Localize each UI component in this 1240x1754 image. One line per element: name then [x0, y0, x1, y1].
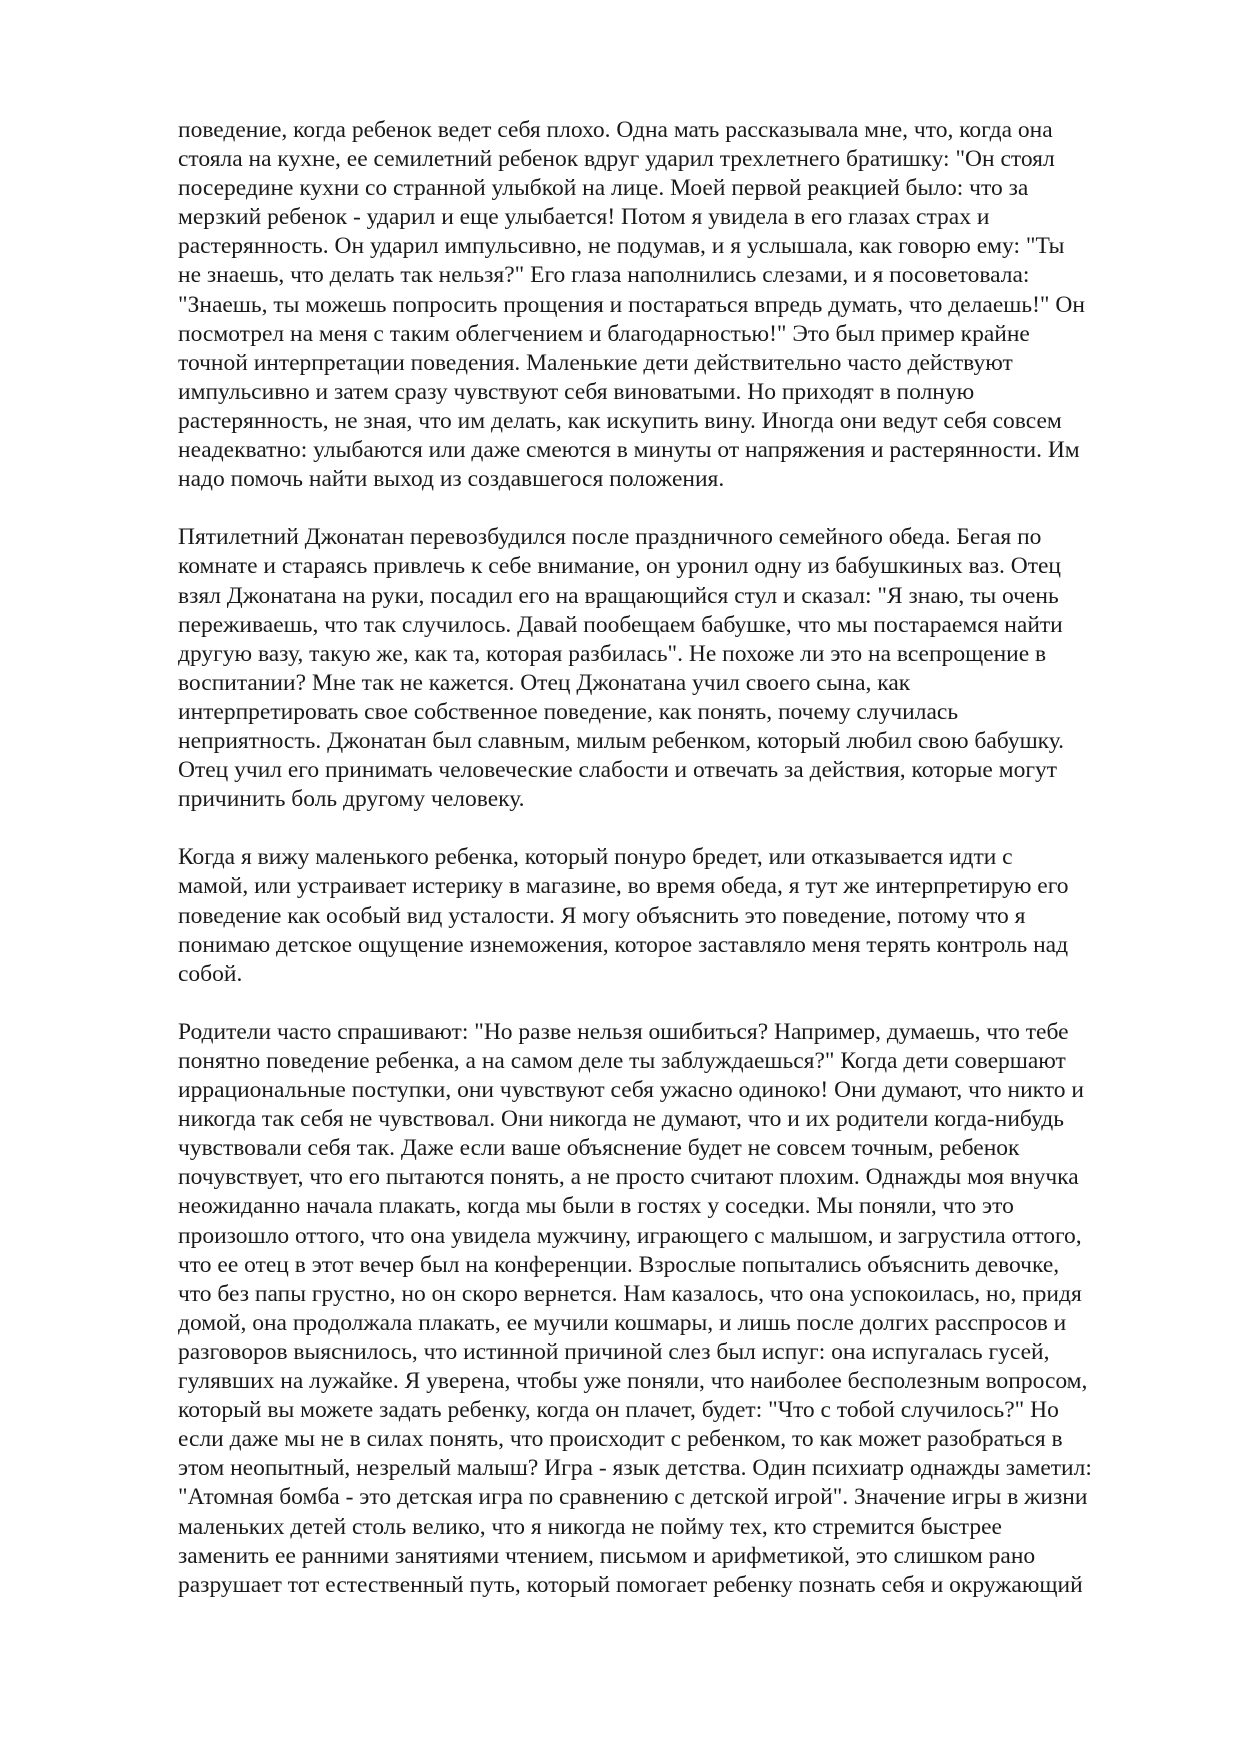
text-line: Родители часто спрашивают: "Но разве нельзя ошибиться? Например, думаешь, что тебе — [178, 1018, 1069, 1045]
text-line: переживаешь, что так случилось. Давай пообещаем бабушке, что мы постараемся найти — [178, 611, 1063, 638]
text-line: неожиданно начала плакать, когда мы были в гостях у соседки. Мы поняли, что это — [178, 1193, 1014, 1220]
text-line: "Атомная бомба - это детская игра по сравнению с детской игрой". Значение игры в жизни — [178, 1484, 1088, 1511]
text-line: разговоров выяснилось, что истинной причиной слез был испуг: она испугалась гусей, — [178, 1338, 1050, 1365]
text-line: иррациональные поступки, они чувствуют себя ужасно одиноко! Они думают, что никто и — [178, 1077, 1084, 1104]
text-line: чувствовали себя так. Даже если ваше объяснение будет не совсем точным, ребенок — [178, 1135, 1020, 1162]
text-line: стояла на кухне, ее семилетний ребенок вдруг ударил трехлетнего братишку: "Он стоял — [178, 146, 1055, 173]
text-line: другую вазу, такую же, как та, которая разбилась". Не похоже ли это на всепрощение в — [178, 640, 1047, 667]
text-line: поведение, когда ребенок ведет себя плохо. Одна мать рассказывала мне, что, когда она — [178, 117, 1053, 143]
text-line: произошло оттого, что она увидела мужчину, играющего с малышом, и загрустила оттого, — [178, 1222, 1082, 1249]
paragraph-3 — [178, 843, 1178, 988]
text-line: который вы можете задать ребенку, когда он плачет, будет: "Что с тобой случилось?" Но — [178, 1397, 1059, 1424]
text-line: неприятность. Джонатан был славным, милым ребенком, который любил свою бабушку. — [178, 727, 1065, 754]
text-line: Отец учил его принимать человеческие слабости и отвечать за действия, которые могут — [178, 757, 1058, 784]
text-line: растерянность. Он ударил импульсивно, не подумав, и я услышала, как говорю ему: "Ты — [178, 233, 1065, 260]
text-line: никогда так себя не чувствовал. Они никогда не думают, что и их родители когда-нибудь — [178, 1106, 1064, 1133]
text-line: комнате и стараясь привлечь к себе внимание, он уронил одну из бабушкиных ваз. Отец — [178, 553, 1061, 580]
paragraph-4 — [178, 1018, 1178, 1600]
text-line: не знаешь, что делать так нельзя?" Его глаза наполнились слезами, и я посоветовала: — [178, 262, 1030, 289]
text-line: разрушает тот естественный путь, который помогает ребенку познать себя и окружающий — [178, 1571, 1083, 1598]
text-line: гулявших на лужайке. Я уверена, чтобы уже поняли, что наиболее бесполезным вопросом, — [178, 1368, 1088, 1395]
text-line: что без папы грустно, но он скоро вернется. Нам казалось, что она успокоилась, но, придя — [178, 1280, 1082, 1307]
text-line: посмотрел на меня с таким облегчением и благодарностью!" Это был пример крайне — [178, 320, 1030, 347]
text-line: растерянность, не зная, что им делать, как искупить вину. Иногда они ведут себя совсем — [178, 407, 1062, 434]
text-line: понятно поведение ребенка, а на самом деле ты заблуждаешься?" Когда дети совершают — [178, 1048, 1066, 1074]
text-line: поведение как особый вид усталости. Я могу объяснить это поведение, потому что я — [178, 902, 1026, 929]
text-line: собой. — [178, 960, 243, 987]
text-line: почувствует, что его пытаются понять, а не просто считают плохим. Однажды моя внучка — [178, 1164, 1079, 1191]
text-line: что ее отец в этот вечер был на конференции. Взрослые попытались объяснить девочке, — [178, 1251, 1060, 1278]
text-line: маленьких детей столь велико, что я никогда не пойму тех, кто стремится быстрее — [178, 1513, 1002, 1540]
text-line: причинить боль другому человеку. — [178, 786, 525, 813]
text-line: неадекватно: улыбаются или даже смеются в минуты от напряжения и растерянности. Им — [178, 437, 1080, 464]
paragraph-2 — [178, 523, 1178, 814]
text-line: заменить ее ранними занятиями чтением, письмом и арифметикой, это слишком рано — [178, 1542, 1036, 1569]
text-line: импульсивно и затем сразу чувствуют себя виноватыми. Но приходят в полную — [178, 378, 975, 405]
document-body — [178, 116, 1178, 1629]
text-line: интерпретировать свое собственное поведение, как понять, почему случилась — [178, 698, 959, 725]
text-line: понимаю детское ощущение изнеможения, которое заставляло меня терять контроль над — [178, 931, 1069, 958]
text-line: взял Джонатана на руки, посадил его на вращающийся стул и сказал: "Я знаю, ты очень — [178, 582, 1059, 609]
text-line: посередине кухни со странной улыбкой на лице. Моей первой реакцией было: что за — [178, 175, 1029, 202]
text-line: если даже мы не в силах понять, что происходит с ребенком, то как может разобраться в — [178, 1426, 1063, 1453]
text-line: мерзкий ребенок - ударил и еще улыбается! Потом я увидела в его глазах страх и — [178, 204, 990, 231]
text-line: надо помочь найти выход из создавшегося положения. — [178, 466, 725, 493]
paragraph-1 — [178, 116, 1178, 494]
text-line: воспитании? Мне так не кажется. Отец Джонатана учил своего сына, как — [178, 669, 911, 696]
text-line: Когда я вижу маленького ребенка, который понуро бредет, или отказывается идти с — [178, 844, 1013, 871]
text-line: мамой, или устраивает истерику в магазине, во время обеда, я тут же интерпретирую его — [178, 873, 1069, 900]
text-line: "Знаешь, ты можешь попросить прощения и постараться впредь думать, что делаешь!" Он — [178, 291, 1085, 318]
text-line: точной интерпретации поведения. Маленькие дети действительно часто действуют — [178, 349, 1013, 376]
text-line: этом неопытный, незрелый малыш? Игра - язык детства. Один психиатр однажды заметил: — [178, 1455, 1092, 1482]
text-line: Пятилетний Джонатан перевозбудился после праздничного семейного обеда. Бегая по — [178, 524, 1042, 551]
text-line: домой, она продолжала плакать, ее мучили кошмары, и лишь после долгих расспросов и — [178, 1309, 1067, 1336]
